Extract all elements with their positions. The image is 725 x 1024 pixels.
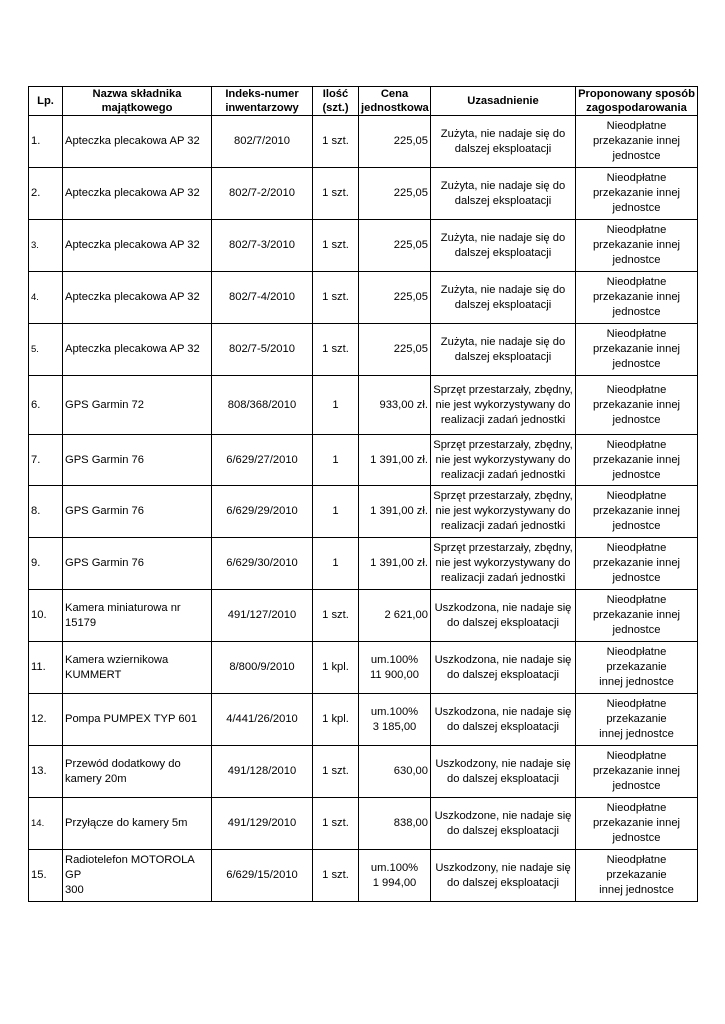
row-lp xyxy=(29,486,63,538)
row-reason-text: Uszkodzone, nie nadaje się do dalszej eksploatacji xyxy=(434,809,572,837)
row-reason-text: Uszkodzony, nie nadaje się do dalszej eksploatacji xyxy=(435,757,571,785)
row-reason xyxy=(431,538,576,590)
row-price-text: 1 391,00 zł. xyxy=(370,505,428,517)
row-lp xyxy=(29,116,63,168)
row-reason xyxy=(431,116,576,168)
row-method-text: Nieodpłatne przekazanie innej jednostce xyxy=(592,750,681,792)
row-price-text: 630,00 xyxy=(393,765,428,777)
row-qty xyxy=(313,116,359,168)
row-index-text: 802/7-4/2010 xyxy=(229,291,295,303)
row-index xyxy=(212,376,313,435)
row-lp-text: 13. xyxy=(31,765,47,777)
row-lp xyxy=(29,168,63,220)
row-qty-text: 1 xyxy=(332,398,339,411)
row-method-text: Nieodpłatne przekazanie innej jednostce xyxy=(592,328,681,370)
row-method xyxy=(576,168,698,220)
row-name-text: GPS Garmin 76 xyxy=(65,453,144,466)
row-qty xyxy=(313,798,359,850)
row-method xyxy=(576,435,698,486)
row-qty xyxy=(313,435,359,486)
row-qty xyxy=(313,486,359,538)
header-row xyxy=(29,87,698,116)
row-name xyxy=(63,642,212,694)
row-method-text: Nieodpłatne przekazanie innej jednostce xyxy=(592,120,681,162)
row-lp-text: 8. xyxy=(31,505,41,517)
row-qty-text: 1 xyxy=(332,505,339,517)
row-lp-text: 10. xyxy=(31,609,47,621)
row-index xyxy=(212,486,313,538)
row-price xyxy=(359,116,431,168)
row-reason xyxy=(431,272,576,324)
row-reason xyxy=(431,435,576,486)
row-price xyxy=(359,642,431,694)
row-method-text: Nieodpłatne przekazanie innej jednostce xyxy=(592,542,681,584)
row-price-text: 1 391,00 zł. xyxy=(370,557,428,569)
row-method xyxy=(576,642,698,694)
row-qty xyxy=(313,694,359,746)
row-method xyxy=(576,486,698,538)
row-price-text: 933,00 zł. xyxy=(379,398,428,411)
row-reason-text: Sprzęt przestarzały, zbędny, nie jest wykorzystywany do realizacji zadań jednostki xyxy=(433,383,573,426)
row-price xyxy=(359,694,431,746)
row-reason-text: Sprzęt przestarzały, zbędny, nie jest wykorzystywany do realizacji zadań jednostki xyxy=(433,490,573,532)
row-price xyxy=(359,220,431,272)
row-qty-text: 1 xyxy=(332,453,339,466)
row-name-text: Przyłącze do kamery 5m xyxy=(65,817,188,829)
row-method-text: Nieodpłatne przekazanie innej jednostce xyxy=(599,698,674,740)
row-method-text: Nieodpłatne przekazanie innej jednostce xyxy=(592,383,681,426)
row-reason xyxy=(431,746,576,798)
row-method xyxy=(576,376,698,435)
row-lp-text: 12. xyxy=(31,713,47,725)
row-price xyxy=(359,486,431,538)
row-index-text: 6/629/27/2010 xyxy=(226,453,298,466)
row-price xyxy=(359,746,431,798)
row-index xyxy=(212,746,313,798)
row-name-text: Radiotelefon MOTOROLA GP 300 xyxy=(65,854,195,896)
row-lp-text: 2. xyxy=(31,187,41,199)
row-price xyxy=(359,798,431,850)
row-reason xyxy=(431,324,576,376)
row-price-text: 225,05 xyxy=(393,239,428,251)
row-lp xyxy=(29,376,63,435)
row-lp-text: 3. xyxy=(31,240,39,251)
row-lp xyxy=(29,538,63,590)
header-reason: Uzasadnienie xyxy=(431,87,576,116)
table-row xyxy=(29,220,698,272)
row-index xyxy=(212,590,313,642)
row-price-text: um.100% 3 185,00 xyxy=(370,705,419,733)
row-price xyxy=(359,590,431,642)
row-method-text: Nieodpłatne przekazanie innej jednostce xyxy=(592,224,681,266)
row-price xyxy=(359,435,431,486)
row-lp-text: 7. xyxy=(31,453,41,466)
row-name-text: Pompa PUMPEX TYP 601 xyxy=(65,713,198,725)
table-row xyxy=(29,168,698,220)
row-index xyxy=(212,168,313,220)
row-index xyxy=(212,220,313,272)
row-name xyxy=(63,798,212,850)
header-price: Cena jednostkowa xyxy=(359,87,431,116)
row-price xyxy=(359,850,431,902)
header-qty: Ilość (szt.) xyxy=(313,87,359,116)
row-name xyxy=(63,324,212,376)
table-row xyxy=(29,590,698,642)
row-qty-text: 1 szt. xyxy=(322,343,349,355)
row-name-text: GPS Garmin 76 xyxy=(65,557,144,569)
row-index-text: 8/800/9/2010 xyxy=(229,661,295,673)
row-name xyxy=(63,746,212,798)
row-method xyxy=(576,220,698,272)
row-index-text: 491/128/2010 xyxy=(227,765,297,777)
row-index-text: 802/7-2/2010 xyxy=(229,187,295,199)
row-index xyxy=(212,272,313,324)
row-method xyxy=(576,798,698,850)
row-reason xyxy=(431,590,576,642)
row-index-text: 6/629/30/2010 xyxy=(226,557,298,569)
row-reason xyxy=(431,220,576,272)
row-lp xyxy=(29,435,63,486)
row-method xyxy=(576,850,698,902)
row-qty-text: 1 xyxy=(332,557,339,569)
row-reason xyxy=(431,694,576,746)
row-price-text: um.100% 11 900,00 xyxy=(370,653,419,681)
row-qty-text: 1 szt. xyxy=(322,817,349,829)
table-row xyxy=(29,435,698,486)
row-reason-text: Uszkodzona, nie nadaje się do dalszej eksploatacji xyxy=(434,705,572,733)
row-qty xyxy=(313,642,359,694)
row-qty-text: 1 szt. xyxy=(322,187,349,199)
row-price-text: 225,05 xyxy=(393,187,428,199)
row-price-text: 225,05 xyxy=(393,291,428,303)
row-price xyxy=(359,376,431,435)
row-name xyxy=(63,168,212,220)
row-index-text: 491/127/2010 xyxy=(227,609,297,621)
row-method xyxy=(576,324,698,376)
row-name xyxy=(63,376,212,435)
row-index xyxy=(212,435,313,486)
row-name xyxy=(63,272,212,324)
row-name xyxy=(63,590,212,642)
row-method xyxy=(576,272,698,324)
row-name-text: Kamera wziernikowa KUMMERT xyxy=(65,653,169,681)
table-row xyxy=(29,746,698,798)
row-qty xyxy=(313,538,359,590)
row-reason-text: Uszkodzona, nie nadaje się do dalszej eksploatacji xyxy=(434,653,572,681)
table-row xyxy=(29,798,698,850)
row-index-text: 808/368/2010 xyxy=(227,398,297,411)
row-name xyxy=(63,694,212,746)
table-row xyxy=(29,486,698,538)
row-price-text: 1 391,00 zł. xyxy=(370,453,428,466)
row-lp xyxy=(29,694,63,746)
row-price-text: 225,05 xyxy=(393,135,428,147)
row-method-text: Nieodpłatne przekazanie innej jednostce xyxy=(592,438,681,481)
row-method-text: Nieodpłatne przekazanie innej jednostce xyxy=(592,172,681,214)
row-name-text: Apteczka plecakowa AP 32 xyxy=(65,135,200,147)
row-reason-text: Zużyta, nie nadaje się do dalszej eksploatacji xyxy=(440,179,566,207)
row-name-text: Apteczka plecakowa AP 32 xyxy=(65,343,200,355)
row-index xyxy=(212,850,313,902)
row-method xyxy=(576,746,698,798)
row-price xyxy=(359,538,431,590)
row-price xyxy=(359,324,431,376)
row-reason xyxy=(431,376,576,435)
row-name xyxy=(63,220,212,272)
header-method: Proponowany sposób zagospodarowania xyxy=(576,87,698,116)
row-method-text: Nieodpłatne przekazanie innej jednostce xyxy=(592,802,681,844)
row-name-text: Przewód dodatkowy do kamery 20m xyxy=(65,757,181,785)
row-index-text: 802/7-5/2010 xyxy=(229,343,295,355)
row-name-text: Kamera miniaturowa nr 15179 xyxy=(65,601,181,629)
row-index xyxy=(212,694,313,746)
row-price-text: 225,05 xyxy=(393,343,428,355)
row-index-text: 802/7/2010 xyxy=(234,135,290,147)
row-method-text: Nieodpłatne przekazanie innej jednostce xyxy=(592,490,681,532)
header-name: Nazwa składnika majątkowego xyxy=(63,87,212,116)
row-qty-text: 1 szt. xyxy=(322,291,349,303)
row-method xyxy=(576,116,698,168)
row-qty-text: 1 szt. xyxy=(322,135,349,147)
row-price xyxy=(359,272,431,324)
row-qty-text: 1 kpl. xyxy=(322,713,349,725)
row-lp xyxy=(29,746,63,798)
row-reason-text: Zużyta, nie nadaje się do dalszej eksploatacji xyxy=(440,231,566,259)
row-reason xyxy=(431,642,576,694)
row-index-text: 491/129/2010 xyxy=(227,817,297,829)
row-index-text: 6/629/29/2010 xyxy=(226,505,298,517)
row-price xyxy=(359,168,431,220)
row-reason-text: Sprzęt przestarzały, zbędny, nie jest wykorzystywany do realizacji zadań jednostki xyxy=(433,438,573,481)
row-qty xyxy=(313,168,359,220)
row-index xyxy=(212,324,313,376)
row-name-text: GPS Garmin 72 xyxy=(65,398,144,411)
row-qty-text: 1 szt. xyxy=(322,765,349,777)
row-method-text: Nieodpłatne przekazanie innej jednostce xyxy=(592,276,681,318)
row-qty-text: 1 szt. xyxy=(322,869,349,881)
row-lp-text: 6. xyxy=(31,398,41,411)
row-lp xyxy=(29,850,63,902)
table-row xyxy=(29,850,698,902)
row-index xyxy=(212,642,313,694)
row-index-text: 6/629/15/2010 xyxy=(226,869,298,881)
row-reason-text: Zużyta, nie nadaje się do dalszej eksploatacji xyxy=(440,127,566,155)
table-row xyxy=(29,116,698,168)
table-row xyxy=(29,642,698,694)
row-qty-text: 1 kpl. xyxy=(322,661,349,673)
table-row xyxy=(29,538,698,590)
table-row xyxy=(29,272,698,324)
row-reason-text: Sprzęt przestarzały, zbędny, nie jest wykorzystywany do realizacji zadań jednostki xyxy=(433,542,573,584)
row-method xyxy=(576,694,698,746)
row-lp xyxy=(29,642,63,694)
row-qty xyxy=(313,272,359,324)
row-reason xyxy=(431,168,576,220)
row-lp xyxy=(29,590,63,642)
row-lp-text: 4. xyxy=(31,292,39,303)
row-qty xyxy=(313,850,359,902)
row-lp-text: 1. xyxy=(31,135,41,147)
row-name-text: Apteczka plecakowa AP 32 xyxy=(65,187,200,199)
row-lp xyxy=(29,798,63,850)
row-method-text: Nieodpłatne przekazanie innej jednostce xyxy=(599,646,674,688)
inventory-table xyxy=(28,86,698,902)
row-price-text: um.100% 1 994,00 xyxy=(370,861,419,889)
row-qty xyxy=(313,220,359,272)
row-name-text: GPS Garmin 76 xyxy=(65,505,144,517)
table-row xyxy=(29,324,698,376)
row-lp-text: 15. xyxy=(31,869,47,881)
row-qty xyxy=(313,324,359,376)
row-price-text: 2 621,00 xyxy=(384,609,428,621)
row-name xyxy=(63,486,212,538)
row-name-text: Apteczka plecakowa AP 32 xyxy=(65,291,200,303)
row-qty-text: 1 szt. xyxy=(322,609,349,621)
row-name-text: Apteczka plecakowa AP 32 xyxy=(65,239,200,251)
row-name xyxy=(63,850,212,902)
row-reason xyxy=(431,798,576,850)
row-price-text: 838,00 xyxy=(393,817,428,829)
row-reason-text: Uszkodzony, nie nadaje się do dalszej eksploatacji xyxy=(435,861,571,889)
row-method xyxy=(576,590,698,642)
row-qty xyxy=(313,376,359,435)
row-qty-text: 1 szt. xyxy=(322,239,349,251)
row-name xyxy=(63,116,212,168)
row-method xyxy=(576,538,698,590)
row-reason xyxy=(431,850,576,902)
row-lp-text: 9. xyxy=(31,557,41,569)
header-lp: Lp. xyxy=(29,87,63,116)
row-lp xyxy=(29,220,63,272)
row-reason-text: Zużyta, nie nadaje się do dalszej eksploatacji xyxy=(440,335,566,363)
row-index-text: 802/7-3/2010 xyxy=(229,239,295,251)
row-reason xyxy=(431,486,576,538)
row-lp-text: 5. xyxy=(31,344,39,355)
table-row xyxy=(29,694,698,746)
row-lp xyxy=(29,272,63,324)
row-index xyxy=(212,538,313,590)
row-lp xyxy=(29,324,63,376)
row-lp-text: 14. xyxy=(31,818,45,829)
row-reason-text: Zużyta, nie nadaje się do dalszej eksploatacji xyxy=(440,283,566,311)
row-qty xyxy=(313,590,359,642)
row-qty xyxy=(313,746,359,798)
row-name xyxy=(63,538,212,590)
row-method-text: Nieodpłatne przekazanie innej jednostce xyxy=(592,594,681,636)
row-index xyxy=(212,798,313,850)
row-name xyxy=(63,435,212,486)
row-lp-text: 11. xyxy=(31,661,46,673)
row-reason-text: Uszkodzona, nie nadaje się do dalszej eksploatacji xyxy=(434,601,572,629)
row-method-text: Nieodpłatne przekazanie innej jednostce xyxy=(599,854,674,896)
table-row xyxy=(29,376,698,435)
row-index xyxy=(212,116,313,168)
row-index-text: 4/441/26/2010 xyxy=(226,713,298,725)
header-index: Indeks-numer inwentarzowy xyxy=(212,87,313,116)
